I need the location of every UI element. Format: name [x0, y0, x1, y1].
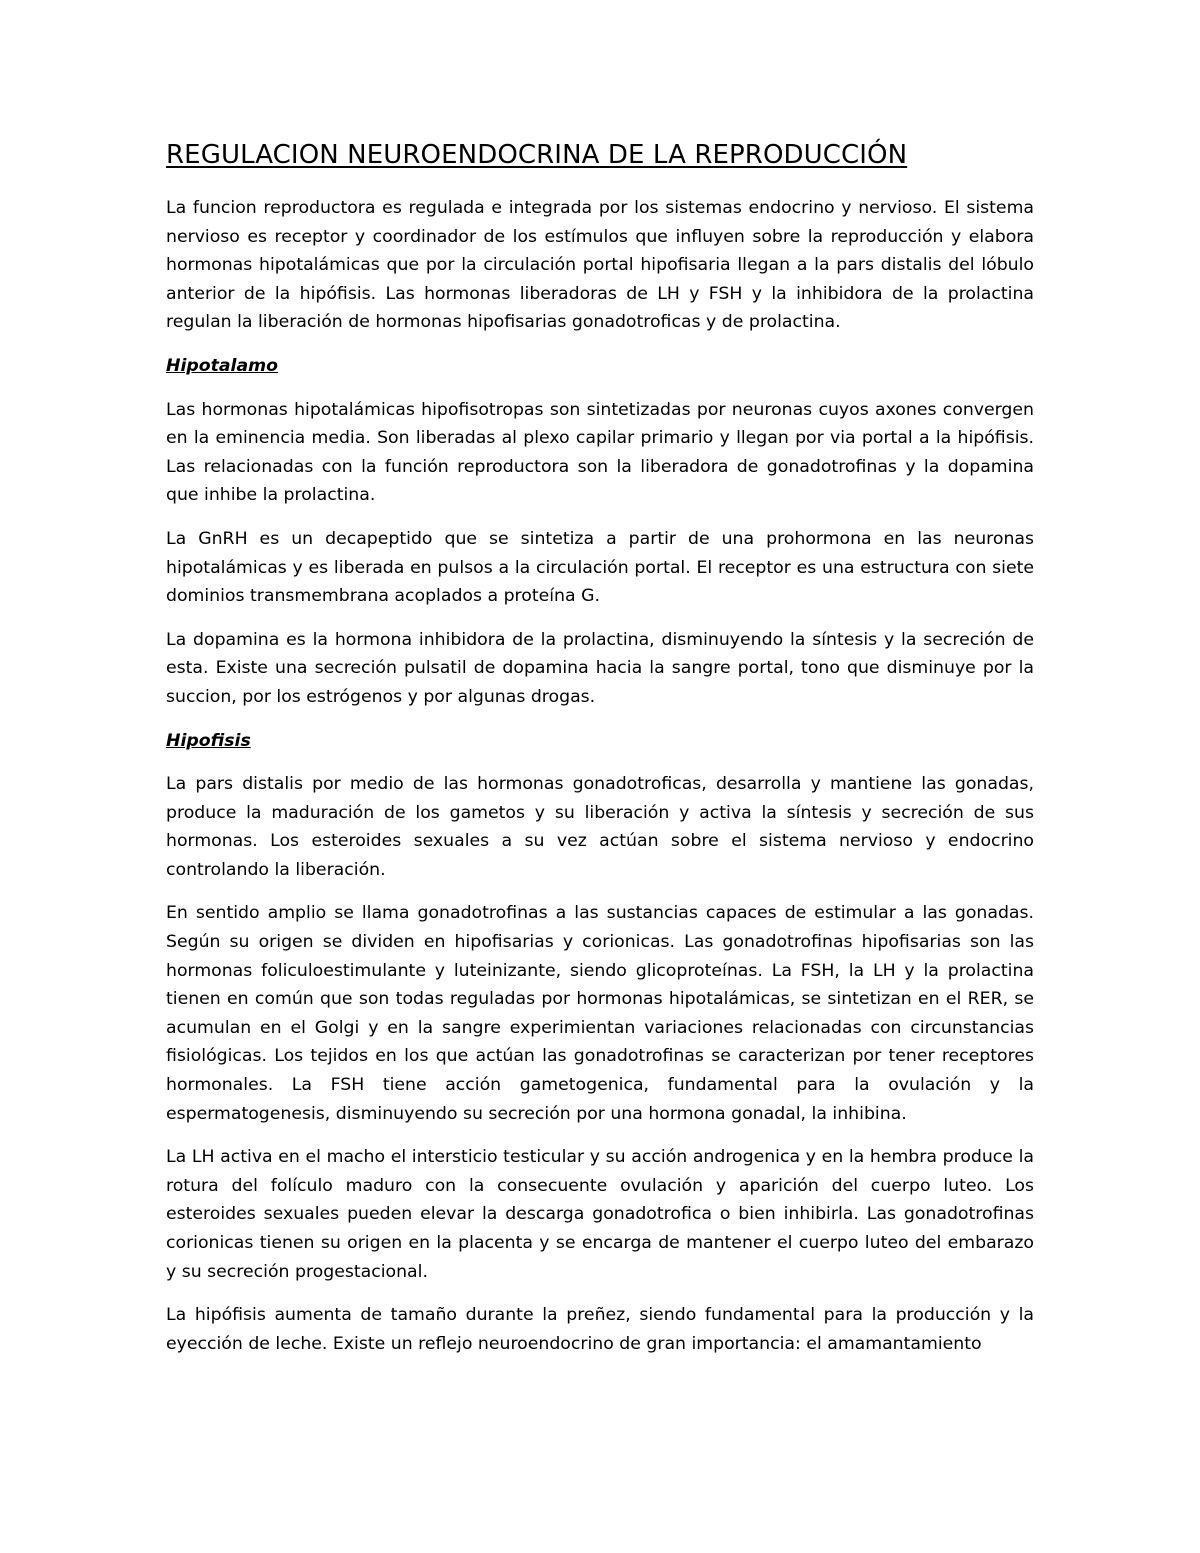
paragraph: La GnRH es un decapeptido que se sintetiza a partir de una prohormona en las neuronas hipotalámicas y es liberada en pulsos a la circulación portal. El receptor es una estructura con siete dominios transmembrana acoplados a proteína G.: [166, 528, 1034, 607]
paragraph: Las hormonas hipotalámicas hipofisotropas son sintetizadas por neuronas cuyos axones convergen en la eminencia media. Son liberadas al plexo capilar primario y llegan por via portal a la hipófisis. Las relacionadas con la función reproductora son la liberadora de gonadotrofinas y la dopamina que inhibe la prolactina.: [166, 399, 1034, 506]
section-hipotalamo: [166, 352, 1034, 712]
intro-paragraph: La funcion reproductora es regulada e integrada por los sistemas endocrino y nervioso. El sistema nervioso es receptor y coordinador de los estímulos que influyen sobre la reproducción y elabora hormonas hipotalámicas que por la circulación portal hipofisaria llegan a la pars distalis del lóbulo anterior de la hipófisis. Las hormonas liberadoras de LH y FSH y la inhibidora de la prolactina regulan la liberación de hormonas hipofisarias gonadotroficas y de prolactina.: [166, 198, 1034, 333]
paragraph: En sentido amplio se llama gonadotrofinas a las sustancias capaces de estimular a las gonadas. Según su origen se dividen en hipofisarias y corionicas. Las gonadotrofinas hipofisarias son las hormonas foliculoestimulante y luteinizante, siendo glicoproteínas. La FSH, la LH y la prolactina tienen en común que son todas reguladas por hormonas hipotalámicas, se sintetizan en el RER, se acumulan en el Golgi y en la sangre experimientan variaciones relacionadas con circunstancias fisiológicas. Los tejidos en los que actúan las gonadotrofinas se caracterizan por tener receptores hormonales. La FSH tiene acción gametogenica, fundamental para la ovulación y la espermatogenesis, disminuyendo su secreción por una hormona gonadal, la inhibina.: [166, 903, 1034, 1124]
section-heading-hipotalamo: Hipotalamo: [166, 355, 279, 376]
document-title: REGULACION NEUROENDOCRINA DE LA REPRODUCCIÓN: [166, 140, 908, 170]
paragraph: La hipófisis aumenta de tamaño durante la preñez, siendo fundamental para la producción y la eyección de leche. Existe un reflejo neuroendocrino de gran importancia: el amamantamiento: [166, 1305, 1034, 1354]
paragraph: La dopamina es la hormona inhibidora de la prolactina, disminuyendo la síntesis y la secreción de esta. Existe una secreción pulsatil de dopamina hacia la sangre portal, tono que disminuye por la succion, por los estrógenos y por algunas drogas.: [166, 629, 1034, 707]
section-hipofisis: [166, 727, 1034, 1359]
section-heading-hipofisis: Hipofisis: [166, 730, 251, 751]
paragraph: La LH activa en el macho el intersticio testicular y su acción androgenica y en la hembra produce la rotura del folículo maduro con la consecuente ovulación y aparición del cuerpo luteo. Los esteroides sexuales pueden elevar la descarga gonadotrofica o bien inhibirla. Las gonadotrofinas corionicas tienen su origen en la placenta y se encarga de mantener el cuerpo luteo del embarazo y su secreción progestacional.: [166, 1147, 1034, 1282]
paragraph: La pars distalis por medio de las hormonas gonadotroficas, desarrolla y mantiene las gonadas, produce la maduración de los gametos y su liberación y activa la síntesis y secreción de sus hormonas. Los esteroides sexuales a su vez actúan sobre el sistema nervioso y endocrino controlando la liberación.: [166, 774, 1034, 880]
